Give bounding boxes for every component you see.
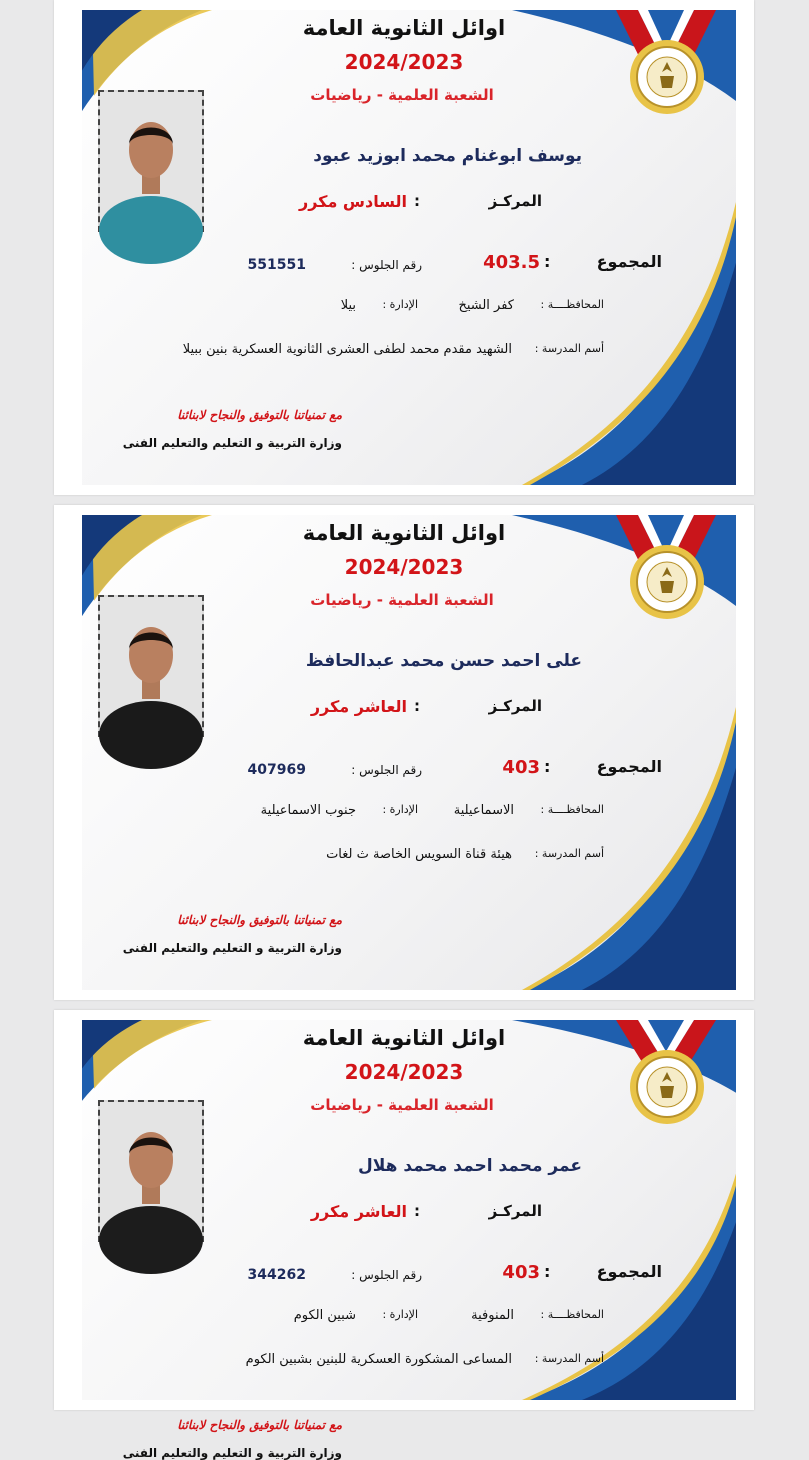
total-colon: : xyxy=(544,1262,551,1281)
administration-label: الإدارة : xyxy=(382,1308,418,1321)
total-colon: : xyxy=(544,757,551,776)
student-name: على احمد حسن محمد عبدالحافظ xyxy=(305,651,582,671)
total-label: المجموع xyxy=(596,1262,662,1281)
ministry-seal-icon xyxy=(628,1048,706,1126)
school-name: المساعى المشكورة العسكرية للبنين بشبين الكوم xyxy=(245,1352,512,1367)
congratulation-text: مع تمنياتنا بالتوفيق والنجاح لابنائنا xyxy=(177,408,342,422)
rank-label: المركـز xyxy=(488,1202,542,1220)
rank-colon: : xyxy=(414,697,420,715)
school-label: أسم المدرسة : xyxy=(534,1352,604,1365)
student-name: يوسف ابوغنام محمد ابوزيد عبود xyxy=(313,146,582,166)
total-score: 403 xyxy=(502,1262,540,1283)
congratulation-text: مع تمنياتنا بالتوفيق والنجاح لابنائنا xyxy=(177,1418,342,1432)
school-label: أسم المدرسة : xyxy=(534,847,604,860)
total-score: 403 xyxy=(502,757,540,778)
rank-colon: : xyxy=(414,1202,420,1220)
rank-colon: : xyxy=(414,192,420,210)
academic-year: 2024/2023 xyxy=(344,50,464,74)
branch-label: الشعبة العلمية - رياضيات xyxy=(310,1096,494,1114)
branch-label: الشعبة العلمية - رياضيات xyxy=(310,86,494,104)
honor-certificate-card xyxy=(54,505,754,1000)
seat-number: 407969 xyxy=(247,762,306,778)
student-portrait-icon xyxy=(100,1102,202,1240)
school-label: أسم المدرسة : xyxy=(534,342,604,355)
certificate-title: اوائل الثانوية العامة xyxy=(302,1026,506,1050)
rank-label: المركـز xyxy=(488,697,542,715)
student-photo xyxy=(98,90,204,232)
student-name: عمر محمد احمد محمد هلال xyxy=(358,1156,582,1176)
governorate-label: المحافظــــة : xyxy=(540,803,604,816)
certificate-body xyxy=(82,515,736,990)
total-label: المجموع xyxy=(596,252,662,271)
honor-certificate-card xyxy=(54,0,754,495)
governorate-value: كفر الشيخ xyxy=(458,298,514,313)
academic-year: 2024/2023 xyxy=(344,1060,464,1084)
governorate-value: الاسماعيلية xyxy=(453,803,514,818)
governorate-label: المحافظــــة : xyxy=(540,298,604,311)
ministry-seal-icon xyxy=(628,38,706,116)
administration-label: الإدارة : xyxy=(382,298,418,311)
certificate-body xyxy=(82,1020,736,1460)
administration-value: شبين الكوم xyxy=(293,1308,356,1323)
seat-number: 551551 xyxy=(247,257,306,273)
congratulation-text: مع تمنياتنا بالتوفيق والنجاح لابنائنا xyxy=(177,913,342,927)
ministry-seal-icon xyxy=(628,543,706,621)
certificate-title: اوائل الثانوية العامة xyxy=(302,521,506,545)
school-name: هيئة قناة السويس الخاصة ث لغات xyxy=(326,847,512,862)
rank-label: المركـز xyxy=(488,192,542,210)
total-label: المجموع xyxy=(596,757,662,776)
student-portrait-icon xyxy=(100,92,202,230)
seat-number-label: رقم الجلوس : xyxy=(351,763,422,777)
seat-number-label: رقم الجلوس : xyxy=(351,1268,422,1282)
certificate-title: اوائل الثانوية العامة xyxy=(302,16,506,40)
student-photo xyxy=(98,1100,204,1242)
honor-certificate-card xyxy=(54,1010,754,1460)
governorate-value: المنوفية xyxy=(471,1308,514,1323)
student-portrait-icon xyxy=(100,597,202,735)
administration-value: بيلا xyxy=(340,298,356,313)
ministry-name: وزارة التربية و التعليم والتعليم الفنى xyxy=(122,1446,342,1460)
rank-value: العاشر مكرر xyxy=(310,1202,407,1221)
rank-value: السادس مكرر xyxy=(298,192,407,211)
administration-value: جنوب الاسماعيلية xyxy=(260,803,356,818)
total-score: 403.5 xyxy=(483,252,540,273)
administration-label: الإدارة : xyxy=(382,803,418,816)
branch-label: الشعبة العلمية - رياضيات xyxy=(310,591,494,609)
seat-number: 344262 xyxy=(247,1267,306,1283)
ministry-name: وزارة التربية و التعليم والتعليم الفنى xyxy=(122,941,342,955)
total-colon: : xyxy=(544,252,551,271)
seat-number-label: رقم الجلوس : xyxy=(351,258,422,272)
certificate-body xyxy=(82,10,736,485)
school-name: الشهيد مقدم محمد لطفى العشرى الثانوية العسكرية بنين ببيلا xyxy=(182,342,512,357)
rank-value: العاشر مكرر xyxy=(310,697,407,716)
academic-year: 2024/2023 xyxy=(344,555,464,579)
governorate-label: المحافظــــة : xyxy=(540,1308,604,1321)
student-photo xyxy=(98,595,204,737)
ministry-name: وزارة التربية و التعليم والتعليم الفنى xyxy=(122,436,342,450)
